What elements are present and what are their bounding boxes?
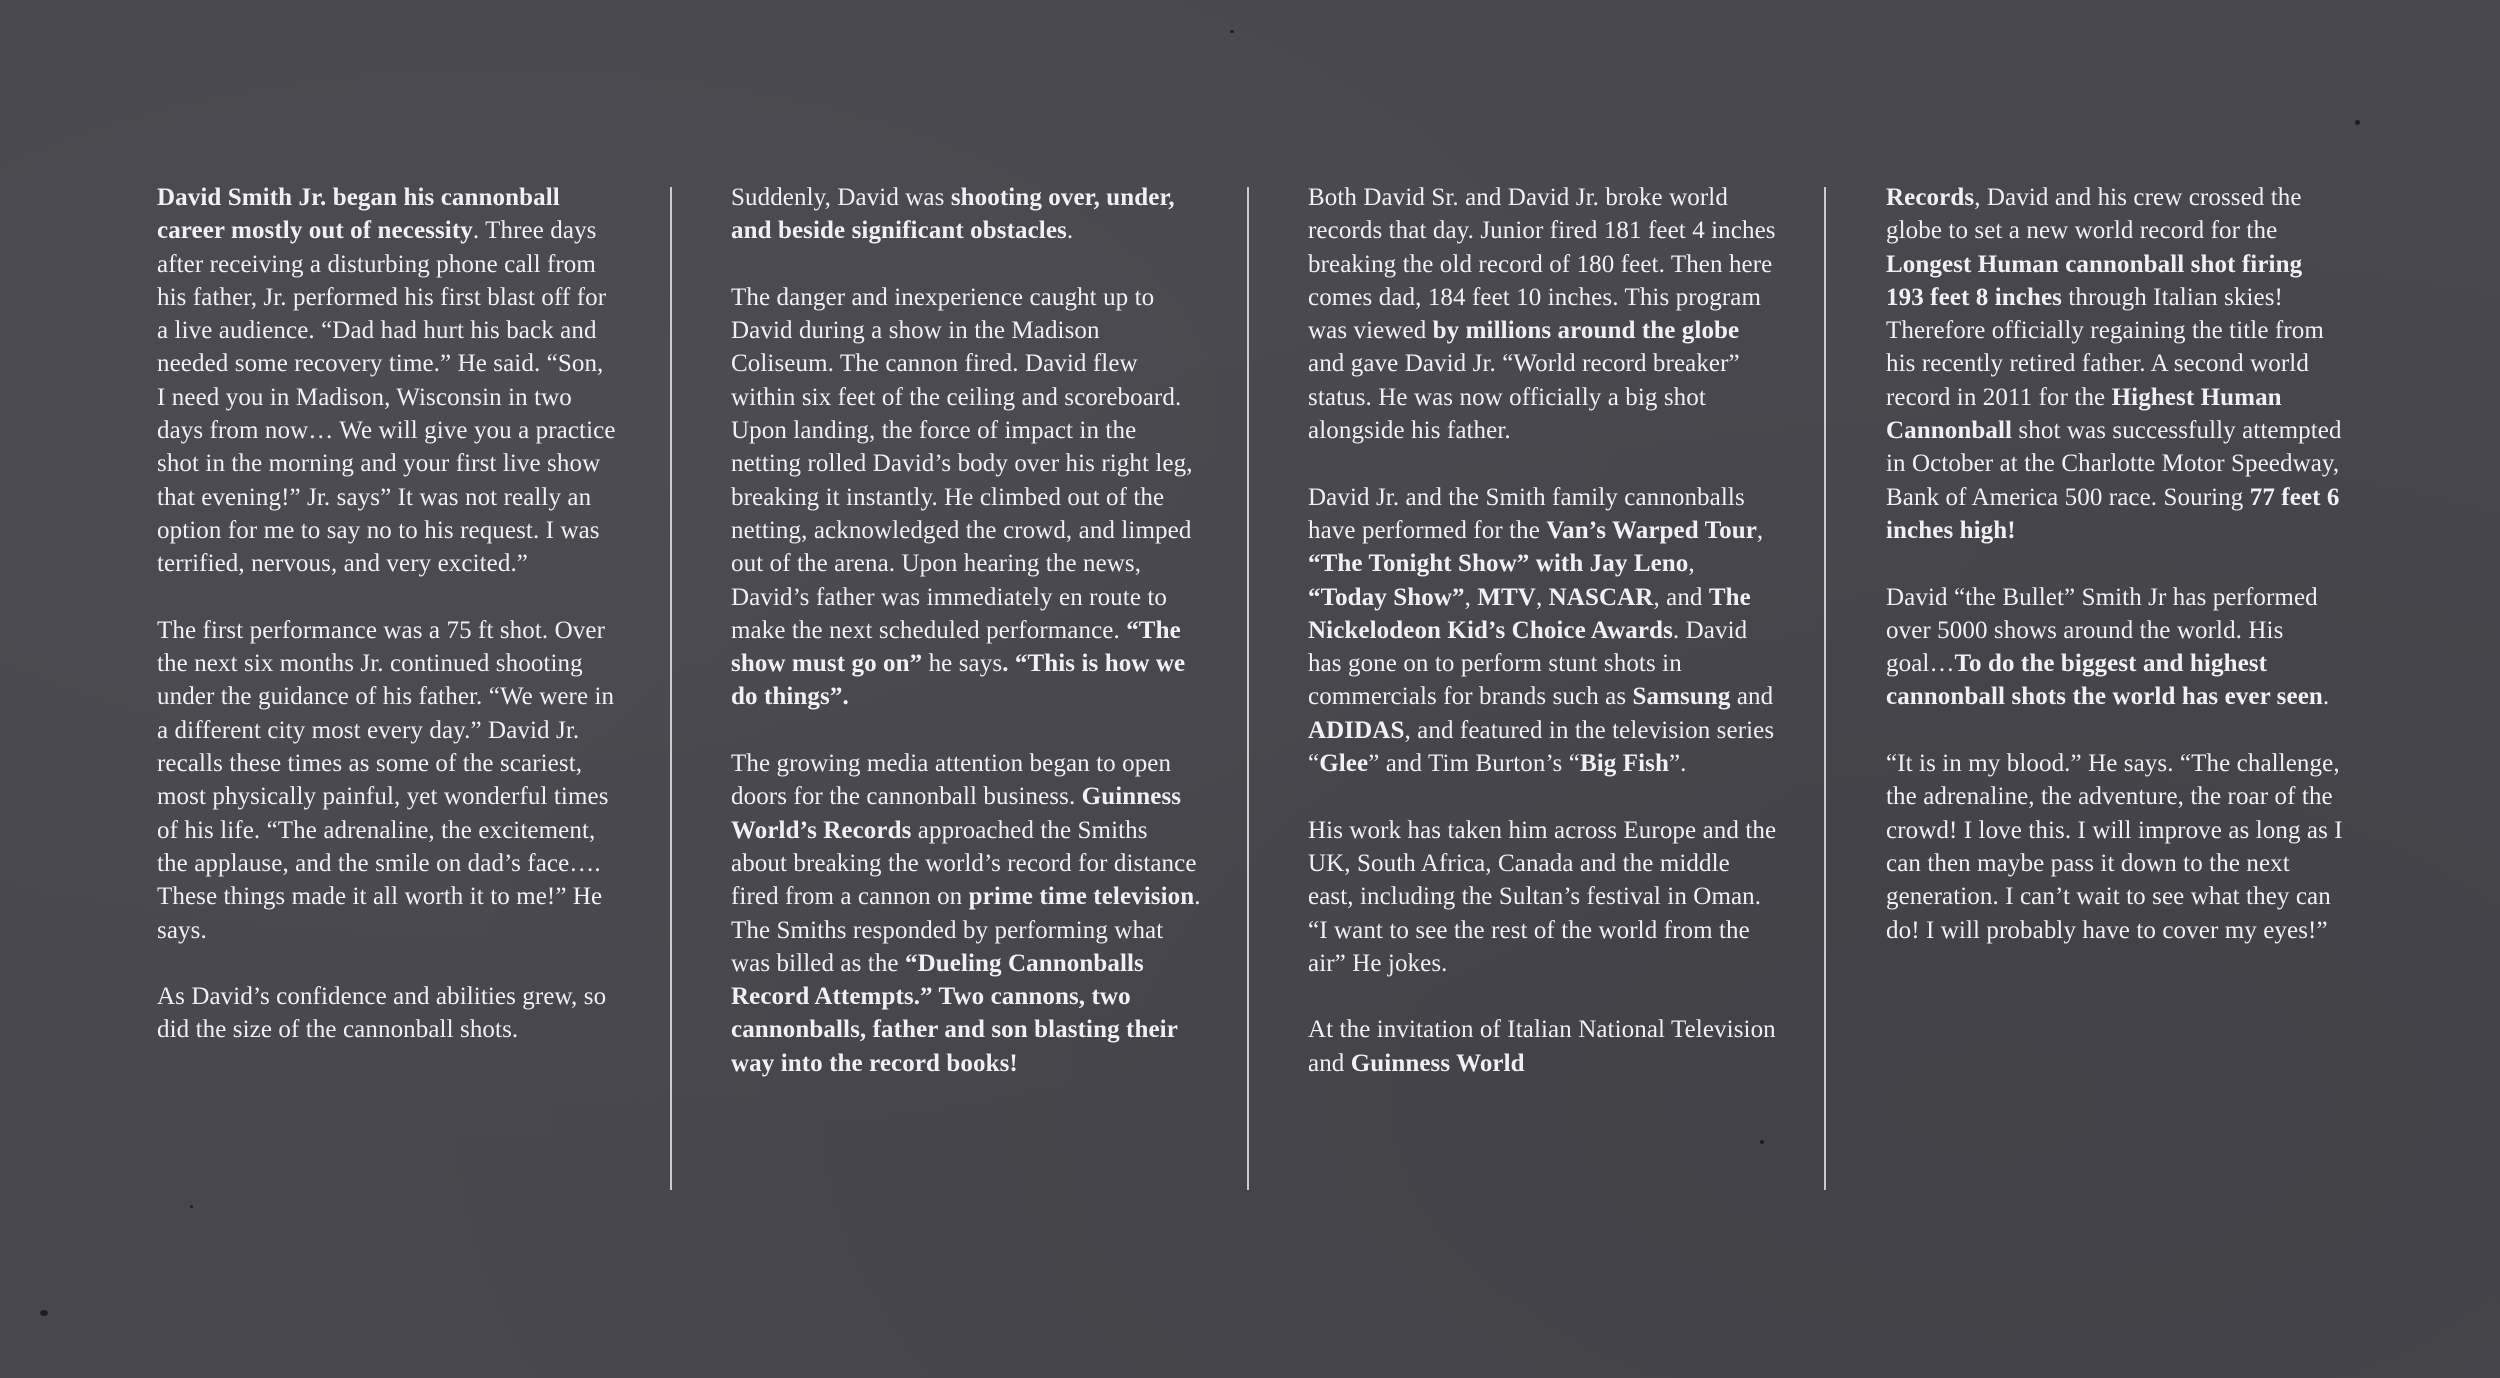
bold-text-run: NASCAR <box>1548 583 1654 611</box>
text-run: . <box>1066 217 1074 245</box>
text-run: Both David Sr. and David Jr. broke world records that day. Junior fired 181 feet 4 inches breaking the old record of 180 feet. Then here comes dad, 184 feet 10 inches. This program was viewed <box>1308 184 1776 345</box>
paragraph <box>1308 1013 1778 1080</box>
text-run: David “the Bullet” Smith Jr has performed over 5000 shows around the world. His goal… <box>1886 583 2318 678</box>
texture-speck <box>1760 1140 1764 1144</box>
bold-text-run: Highest Human Cannonball <box>1886 383 2282 445</box>
paragraph <box>157 614 617 947</box>
bold-text-run: “The show must go on” <box>731 616 1181 678</box>
paragraph <box>157 181 617 581</box>
paragraph <box>1308 481 1778 781</box>
text-run: “It is in my blood.” He says. “The challenge, the adrenaline, the adventure, the roar of the crowd! I love this. I will improve as long as I can then maybe pass it down to the next generation. I can’t wait to see what they can do! I will probably have to cover my eyes!” <box>1886 750 2343 944</box>
bold-text-run: Van’s Warped Tour <box>1546 516 1757 544</box>
text-run: approached the Smiths about breaking the world’s record for distance fired from a cannon on <box>731 816 1197 911</box>
bold-text-run: Records <box>1886 184 1975 211</box>
text-run: . <box>2322 683 2330 711</box>
bold-text-run: Glee <box>1319 750 1369 778</box>
bold-text-run: . “This is how we do things”. <box>731 650 1186 711</box>
text-run: , David and his crew crossed the globe to set a new world record for the <box>1886 184 2302 245</box>
text-column-3 <box>1308 181 1778 1113</box>
paragraph <box>731 747 1201 1080</box>
column-divider-2 <box>1247 187 1249 1190</box>
bold-text-run: ADIDAS <box>1308 716 1405 744</box>
bold-text-run: prime time television <box>968 883 1195 911</box>
bold-text-run: David Smith Jr. began his cannonball career mostly out of necessity <box>157 184 560 245</box>
bold-text-run: Samsung <box>1632 683 1731 711</box>
paragraph <box>1886 181 2346 547</box>
text-run: , <box>1688 550 1695 578</box>
bold-text-run: Guinness World <box>1350 1049 1525 1077</box>
text-run: . The Smiths responded by performing what was billed as the <box>731 883 1201 977</box>
paragraph <box>157 980 617 1047</box>
bold-text-run: “Dueling Cannonballs Record Attempts.” Two cannons, two cannonballs, father and son blasting their way into the record books! <box>731 949 1178 1077</box>
text-run: , <box>1756 516 1764 544</box>
text-run: . Three days after receiving a disturbing phone call from his father, Jr. performed his first blast off for a live audience. “Dad had hurt his back and needed some recovery time.” He said. “Son, I need you in Madison, Wisconsin in two days from now… We will give you a practice shot in the morning and your first live show that evening!” Jr. says” It was not really an option for me to say no to his request. I was terrified, nervous, and very excited.” <box>157 217 616 578</box>
text-column-4 <box>1886 181 2346 980</box>
paragraph <box>731 281 1201 714</box>
text-run: ”. <box>1668 750 1687 778</box>
bold-text-run: MTV <box>1477 583 1536 611</box>
text-column-2 <box>731 181 1201 1113</box>
texture-speck <box>2355 120 2360 125</box>
paragraph <box>1886 581 2346 714</box>
text-run: The first performance was a 75 ft shot. Over the next six months Jr. continued shooting under the guidance of his father. “We were in a different city most every day.” David Jr. recalls these times as some of the scariest, most physically painful, yet wonderful times of his life. “The adrenaline, the excitement, the applause, and the smile on dad’s face…. These things made it all worth it to me!” He says. <box>157 616 615 944</box>
bold-text-run: shooting over, under, and beside significant obstacles <box>731 184 1175 245</box>
bold-text-run: “Today Show” <box>1308 583 1465 611</box>
column-divider-3 <box>1824 187 1826 1190</box>
text-run: shot was successfully attempted in October at the Charlotte Motor Speedway, Bank of America 500 race. Souring <box>1886 417 2342 511</box>
text-run: Suddenly, David was <box>731 184 951 211</box>
text-run: and <box>1730 683 1774 711</box>
paragraph <box>731 181 1201 248</box>
bold-text-run: The Nickelodeon Kid’s Choice Awards <box>1308 583 1751 644</box>
bold-text-run: Big Fish <box>1579 750 1669 778</box>
text-run: At the invitation of Italian National Television and <box>1308 1016 1776 1077</box>
text-run: As David’s confidence and abilities grew, so did the size of the cannonball shots. <box>157 983 607 1044</box>
text-run: ” and Tim Burton’s “ <box>1368 750 1580 778</box>
text-run: His work has taken him across Europe and the UK, South Africa, Canada and the middle east, including the Sultan’s festival in Oman. “I want to see the rest of the world from the air” He jokes. <box>1308 816 1777 977</box>
text-run: , <box>1464 583 1478 611</box>
bold-text-run: Longest Human cannonball shot firing 193 feet 8 inches <box>1886 250 2303 311</box>
texture-speck <box>1230 30 1234 33</box>
paragraph <box>1308 181 1778 447</box>
text-run: , and <box>1653 583 1709 611</box>
bold-text-run: 77 feet 6 inches high! <box>1886 483 2340 544</box>
texture-speck <box>190 1205 193 1208</box>
text-run: The danger and inexperience caught up to David during a show in the Madison Coliseum. The cannon fired. David flew within six feet of the ceiling and scoreboard. Upon landing, the force of impact in the netting rolled David’s body over his right leg, breaking it instantly. He climbed out of the netting, acknowledged the crowd, and limped out of the arena. Upon hearing the news, David’s father was immediately en route to make the next scheduled performance. <box>731 283 1193 644</box>
text-run: and gave David Jr. “World record breaker” status. He was now officially a big shot alongside his father. <box>1308 350 1740 445</box>
text-run: , <box>1535 583 1549 611</box>
bold-text-run: Guinness World’s Records <box>731 783 1182 844</box>
text-run: The growing media attention began to open doors for the cannonball business. <box>731 750 1172 811</box>
texture-speck <box>40 1310 48 1316</box>
text-run: he says <box>922 650 1003 678</box>
bold-text-run: by millions around the globe <box>1432 317 1740 345</box>
paragraph <box>1886 747 2346 947</box>
paragraph <box>1308 814 1778 980</box>
text-run: David Jr. and the Smith family cannonballs have performed for the <box>1308 483 1745 544</box>
text-run: . David has gone on to perform stunt shots in commercials for brands such as <box>1308 616 1748 711</box>
text-run: through Italian skies! Therefore officially regaining the title from his recently retired father. A second world record in 2011 for the <box>1886 283 2324 411</box>
bold-text-run: To do the biggest and highest cannonball shots the world has ever seen <box>1886 650 2323 711</box>
bold-text-run: “The Tonight Show” with Jay Leno <box>1308 550 1689 578</box>
text-run: , and featured in the television series “ <box>1308 716 1775 778</box>
text-column-1 <box>157 181 617 1080</box>
column-divider-1 <box>670 187 672 1190</box>
